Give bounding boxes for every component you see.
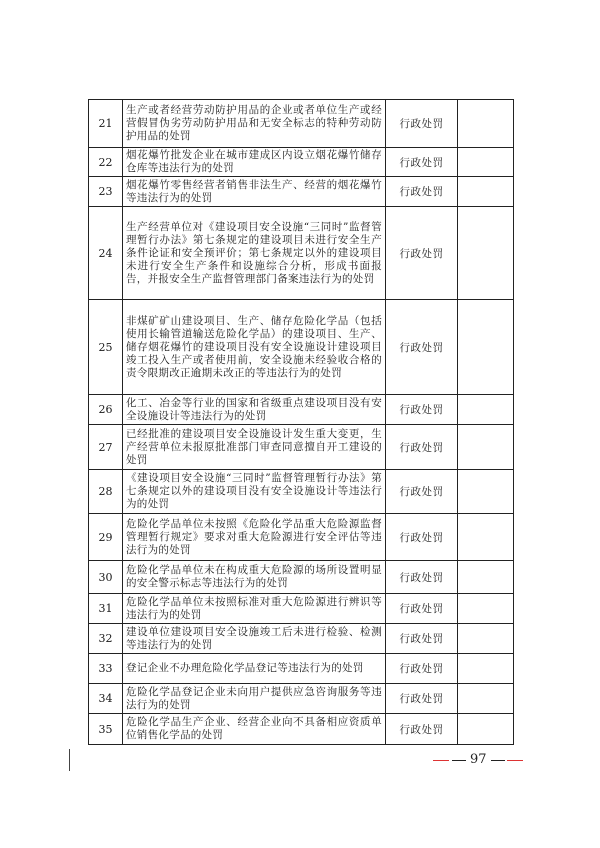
row-power-type: 行政处罚 <box>386 684 458 714</box>
table-row <box>89 594 514 624</box>
row-note <box>458 514 514 561</box>
row-power-type: 行政处罚 <box>386 561 458 594</box>
row-number: 33 <box>89 654 123 684</box>
row-note <box>458 207 514 300</box>
row-power-type: 行政处罚 <box>386 100 458 148</box>
table-row <box>89 684 514 714</box>
row-power-type: 行政处罚 <box>386 148 458 177</box>
table-row <box>89 395 514 425</box>
table-row <box>89 425 514 470</box>
row-item-description: 已经批准的建设项目安全设施设计发生重大变更，生产经营单位未报原批准部门审查同意擅自开工建设的处罚 <box>123 425 386 470</box>
row-power-type: 行政处罚 <box>386 207 458 300</box>
row-power-type: 行政处罚 <box>386 425 458 470</box>
row-number: 30 <box>89 561 123 594</box>
row-power-type: 行政处罚 <box>386 470 458 514</box>
row-note <box>458 714 514 745</box>
row-number: 31 <box>89 594 123 624</box>
row-item-description: 危险化学品单位未按照《危险化学品重大危险源监督管理暂行规定》要求对重大危险源进行安全评估等违法行为的处罚 <box>123 514 386 561</box>
row-power-type: 行政处罚 <box>386 714 458 745</box>
row-number: 25 <box>89 300 123 395</box>
row-item-description: 危险化学品登记企业未向用户提供应急咨询服务等违法行为的处罚 <box>123 684 386 714</box>
table-row <box>89 300 514 395</box>
row-number: 28 <box>89 470 123 514</box>
table-body <box>89 100 514 745</box>
table-row <box>89 100 514 148</box>
table-row <box>89 177 514 207</box>
binding-margin-line <box>69 749 70 771</box>
row-note <box>458 624 514 654</box>
row-note <box>458 684 514 714</box>
row-item-description: 烟花爆竹批发企业在城市建成区内设立烟花爆竹储存仓库等违法行为的处罚 <box>123 148 386 177</box>
table-row <box>89 654 514 684</box>
row-note <box>458 148 514 177</box>
row-number: 35 <box>89 714 123 745</box>
row-item-description: 《建设项目安全设施“三同时”监督管理暂行办法》第七条规定以外的建设项目没有安全设施设计等违法行为的处罚 <box>123 470 386 514</box>
row-number: 24 <box>89 207 123 300</box>
row-power-type: 行政处罚 <box>386 624 458 654</box>
row-power-type: 行政处罚 <box>386 300 458 395</box>
row-power-type: 行政处罚 <box>386 514 458 561</box>
row-item-description: 建设单位建设项目安全设施竣工后未进行检验、检测等违法行为的处罚 <box>123 624 386 654</box>
row-number: 26 <box>89 395 123 425</box>
table-row <box>89 470 514 514</box>
row-number: 32 <box>89 624 123 654</box>
row-power-type: 行政处罚 <box>386 395 458 425</box>
table-row <box>89 207 514 300</box>
row-power-type: 行政处罚 <box>386 654 458 684</box>
punishment-table <box>88 99 514 745</box>
row-item-description: 化工、冶金等行业的国家和省级重点建设项目没有安全设施设计等违法行为的处罚 <box>123 395 386 425</box>
footer-rule-right <box>507 760 523 761</box>
row-number: 23 <box>89 177 123 207</box>
page-number: 97 <box>470 752 487 767</box>
row-power-type: 行政处罚 <box>386 177 458 207</box>
footer-dash-left <box>452 760 466 761</box>
row-power-type: 行政处罚 <box>386 594 458 624</box>
footer-rule-left <box>433 760 449 761</box>
row-number: 29 <box>89 514 123 561</box>
table-row <box>89 714 514 745</box>
row-note <box>458 470 514 514</box>
row-item-description: 生产经营单位对《建设项目安全设施“三同时”监督管理暂行办法》第七条规定的建设项目未进行安全生产条件论证和安全预评价；第七条规定以外的建设项目未进行安全生产条件和设施综合分析，形成书面报告，并报安全生产监督管理部门备案违法行为的处罚 <box>123 207 386 300</box>
row-item-description: 登记企业不办理危险化学品登记等违法行为的处罚 <box>123 654 386 684</box>
row-number: 27 <box>89 425 123 470</box>
row-item-description: 非煤矿矿山建设项目、生产、储存危险化学品（包括使用长输管道输送危险化学品）的建设项目、生产、储存烟花爆竹的建设项目没有安全设施设计建设项目竣工投入生产或者使用前，安全设施未经验收合格的责令限期改正逾期未改正的等违法行为的处罚 <box>123 300 386 395</box>
table-row <box>89 561 514 594</box>
row-number: 22 <box>89 148 123 177</box>
table-row <box>89 624 514 654</box>
row-item-description: 危险化学品单位未在构成重大危险源的场所设置明显的安全警示标志等违法行为的处罚 <box>123 561 386 594</box>
row-note <box>458 654 514 684</box>
row-note <box>458 100 514 148</box>
row-note <box>458 300 514 395</box>
row-item-description: 危险化学品单位未按照标准对重大危险源进行辨识等违法行为的处罚 <box>123 594 386 624</box>
page-number-footer <box>433 751 523 769</box>
row-note <box>458 395 514 425</box>
row-number: 34 <box>89 684 123 714</box>
footer-dash-right <box>491 760 505 761</box>
row-item-description: 危险化学品生产企业、经营企业向不具备相应资质单位销售化学品的处罚 <box>123 714 386 745</box>
row-note <box>458 561 514 594</box>
row-number: 21 <box>89 100 123 148</box>
row-note <box>458 425 514 470</box>
row-item-description: 生产或者经营劳动防护用品的企业或者单位生产或经营假冒伪劣劳动防护用品和无安全标志的特种劳动防护用品的处罚 <box>123 100 386 148</box>
row-note <box>458 177 514 207</box>
row-item-description: 烟花爆竹零售经营者销售非法生产、经营的烟花爆竹等违法行为的处罚 <box>123 177 386 207</box>
table-row <box>89 514 514 561</box>
table-row <box>89 148 514 177</box>
row-note <box>458 594 514 624</box>
